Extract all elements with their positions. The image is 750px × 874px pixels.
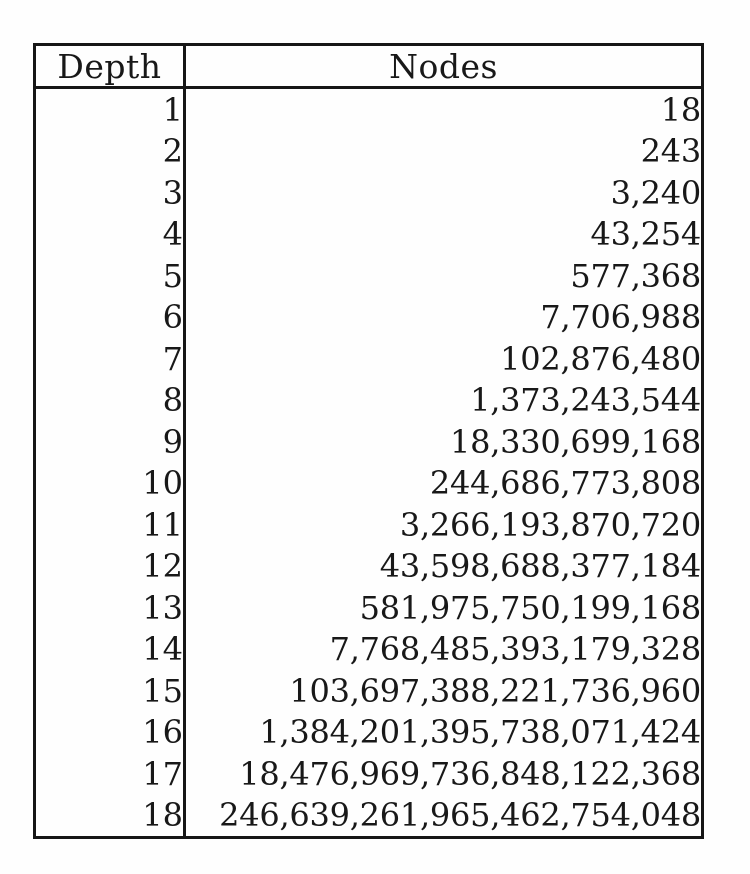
table-row [35, 795, 703, 838]
depth-cell: 16 [142, 713, 183, 752]
depth-cell: 4 [162, 215, 183, 254]
depth-cell: 11 [142, 505, 183, 544]
depth-cell: 13 [142, 588, 183, 627]
nodes-cell: 43,598,688,377,184 [185, 546, 703, 588]
depth-cell: 17 [142, 754, 183, 793]
table-row [35, 504, 703, 546]
nodes-cell: 243 [185, 131, 703, 173]
nodes-cell: 1,384,201,395,738,071,424 [185, 712, 703, 754]
depth-cell: 10 [142, 464, 183, 503]
depth-cell: 1 [162, 90, 183, 129]
nodes-cell: 18,330,699,168 [185, 421, 703, 463]
depth-cell: 7 [162, 339, 183, 378]
depth-cell: 8 [162, 381, 183, 420]
table-row [35, 88, 703, 131]
nodes-cell: 244,686,773,808 [185, 463, 703, 505]
nodes-cell: 103,697,388,221,736,960 [185, 670, 703, 712]
table-row [35, 753, 703, 795]
nodes-cell: 18 [185, 88, 703, 131]
nodes-column-header: Nodes [185, 45, 703, 88]
table-row [35, 670, 703, 712]
depth-cell: 2 [162, 132, 183, 171]
nodes-cell: 1,373,243,544 [185, 380, 703, 422]
table-row [35, 546, 703, 588]
depth-cell: 18 [142, 796, 183, 835]
nodes-cell: 7,768,485,393,179,328 [185, 629, 703, 671]
depth-cell: 15 [142, 671, 183, 710]
depth-nodes-table [33, 43, 704, 839]
depth-cell: 3 [162, 173, 183, 212]
table-row [35, 131, 703, 173]
depth-cell: 6 [162, 298, 183, 337]
nodes-cell: 7,706,988 [185, 297, 703, 339]
nodes-cell: 102,876,480 [185, 338, 703, 380]
table-row [35, 463, 703, 505]
table-row [35, 255, 703, 297]
nodes-cell: 18,476,969,736,848,122,368 [185, 753, 703, 795]
nodes-cell: 581,975,750,199,168 [185, 587, 703, 629]
table-row [35, 629, 703, 671]
nodes-cell: 577,368 [185, 255, 703, 297]
table-row [35, 712, 703, 754]
table-row [35, 421, 703, 463]
table-header-row [35, 45, 703, 88]
depth-cell: 9 [162, 422, 183, 461]
table-row [35, 172, 703, 214]
nodes-cell: 43,254 [185, 214, 703, 256]
table-row [35, 380, 703, 422]
table-row [35, 214, 703, 256]
depth-cell: 14 [142, 630, 183, 669]
nodes-cell: 3,266,193,870,720 [185, 504, 703, 546]
depth-cell: 12 [142, 547, 183, 586]
nodes-cell: 246,639,261,965,462,754,048 [185, 795, 703, 838]
table-row [35, 338, 703, 380]
table-row [35, 297, 703, 339]
depth-column-header: Depth [35, 45, 185, 88]
nodes-cell: 3,240 [185, 172, 703, 214]
table-body [35, 88, 703, 838]
table-row [35, 587, 703, 629]
depth-cell: 5 [162, 256, 183, 295]
